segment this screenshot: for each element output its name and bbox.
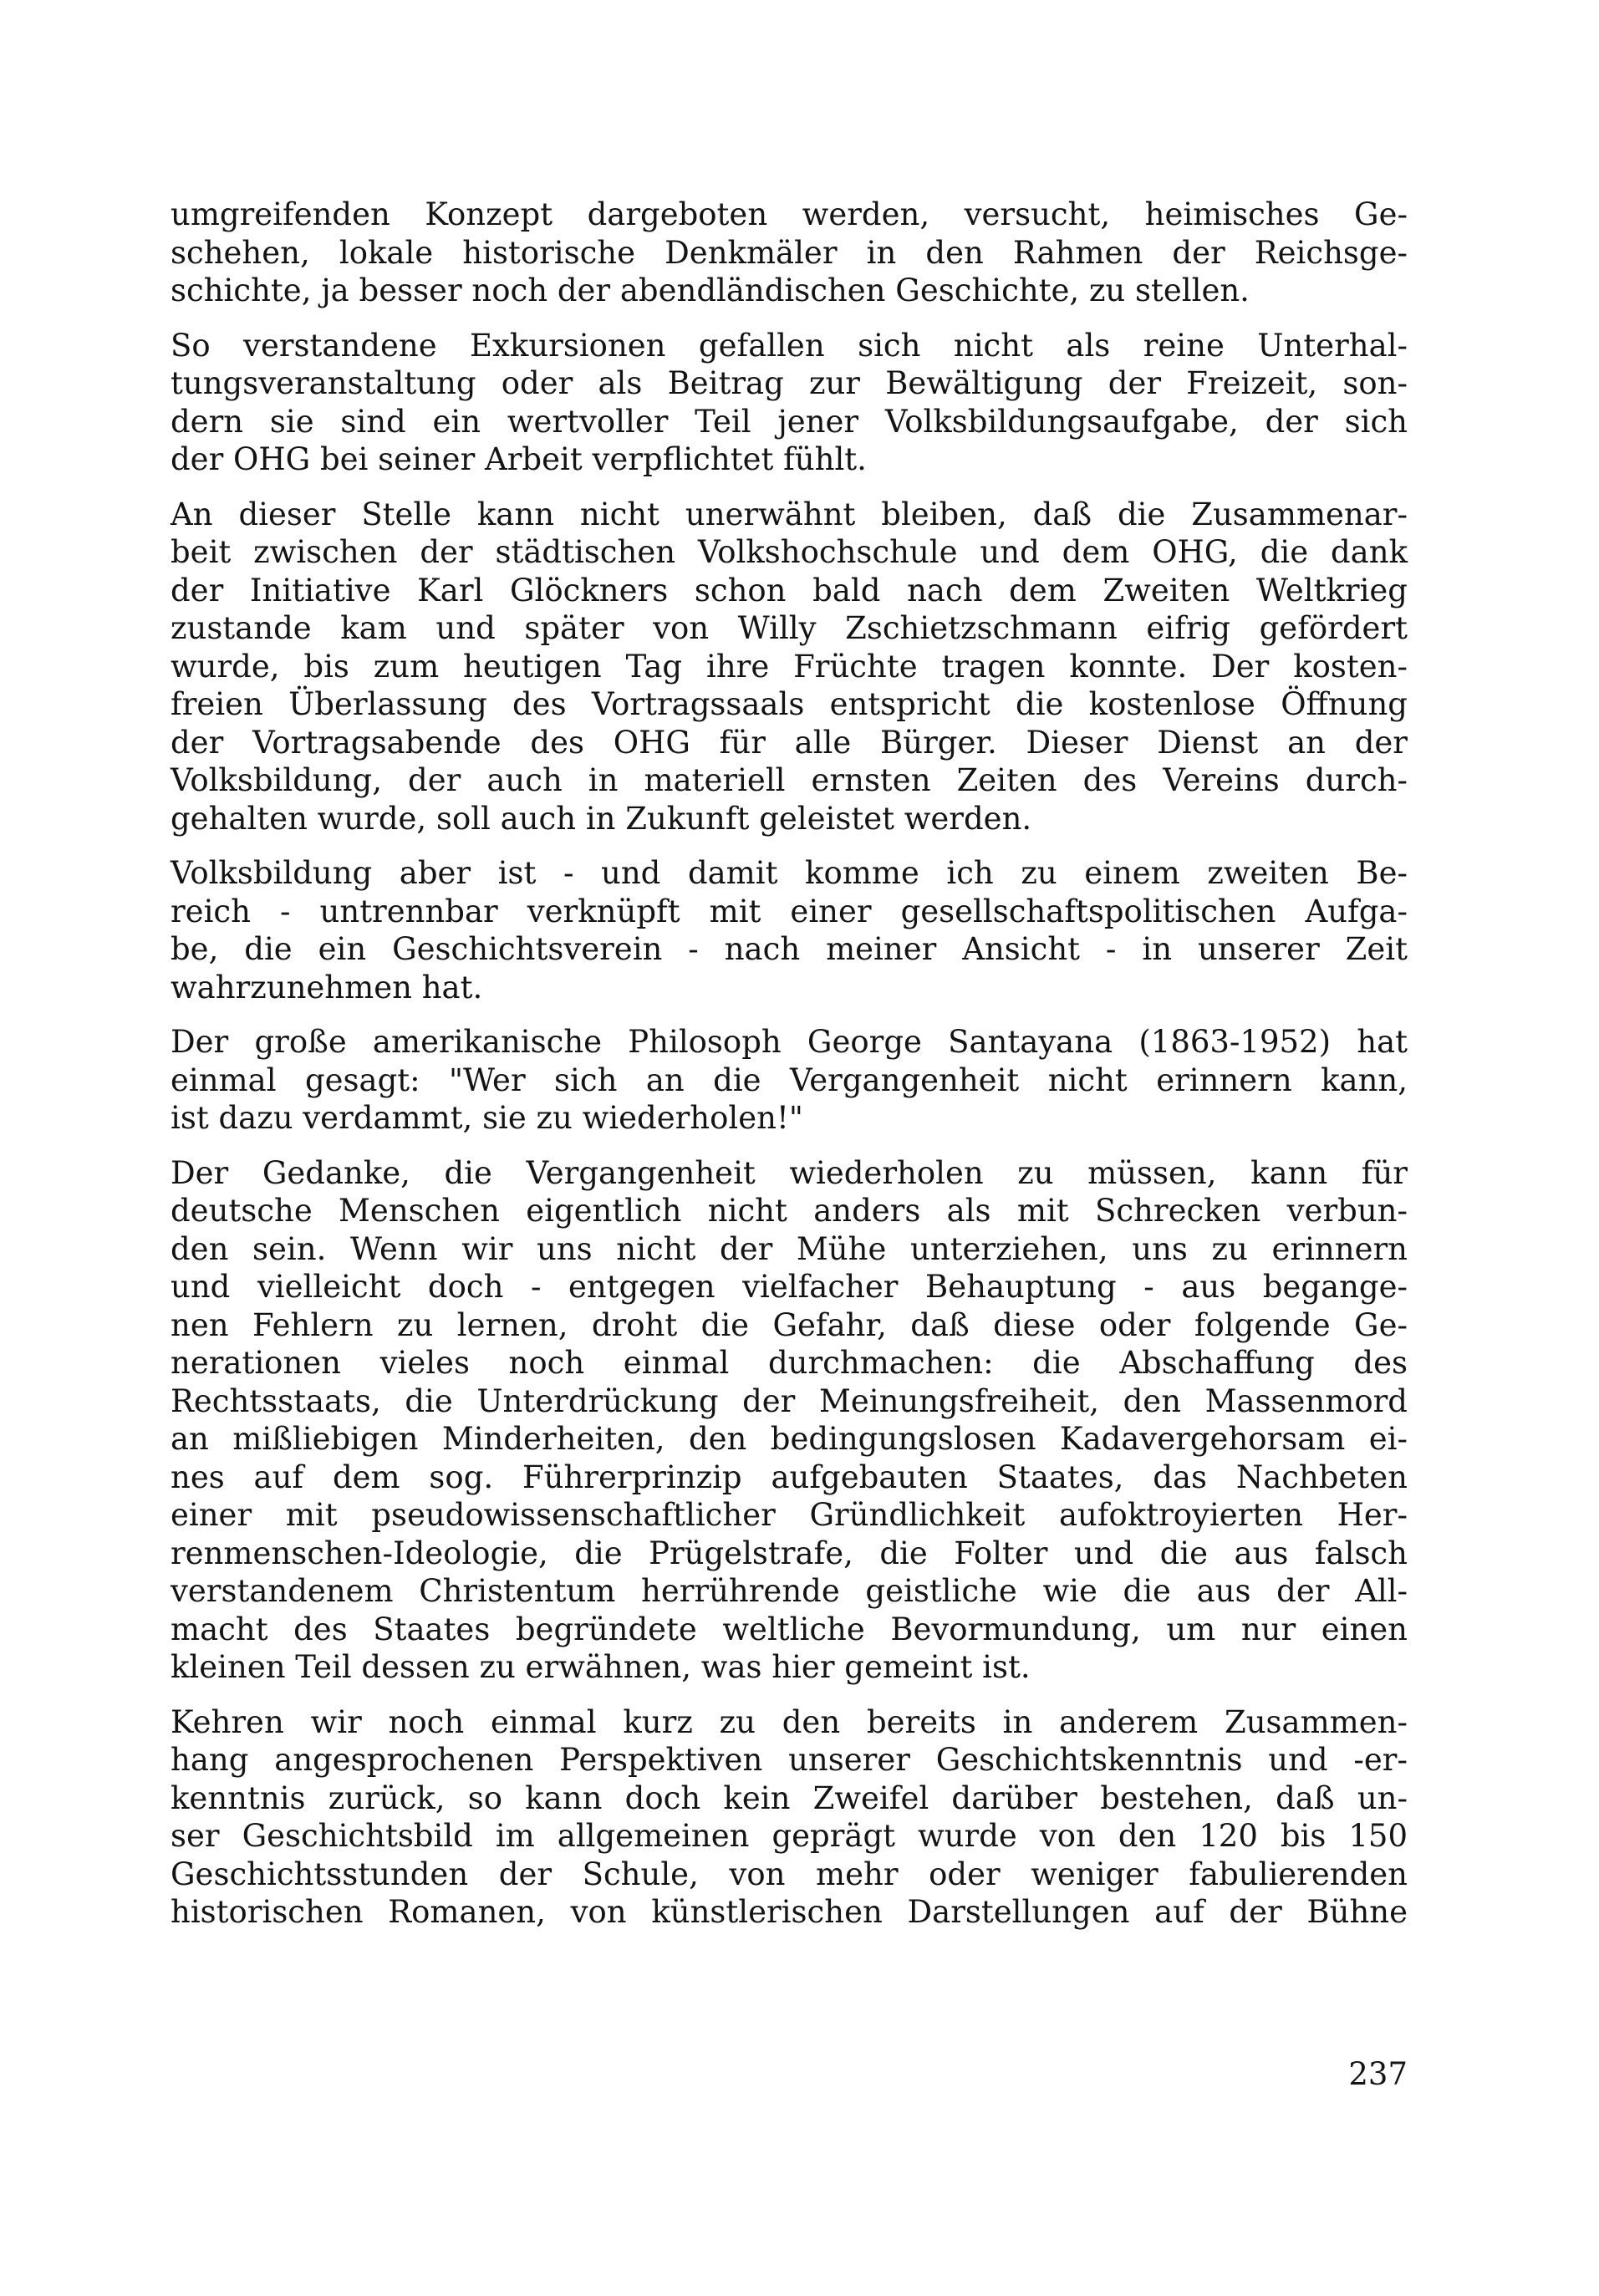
text-line: Kehren wir noch einmal kurz zu den bereits in anderem Zusammen- <box>171 1703 1408 1740</box>
paragraph <box>171 1023 1408 1138</box>
text-line: einer mit pseudowissenschaftlicher Gründlichkeit aufoktroyierten Her- <box>171 1497 1408 1533</box>
text-line: kenntnis zurück, so kann doch kein Zweifel darüber bestehen, daß un- <box>171 1779 1408 1816</box>
body-text <box>171 196 1408 1948</box>
text-line: So verstandene Exkursionen gefallen sich nicht als reine Unterhal- <box>171 327 1408 364</box>
text-line: den sein. Wenn wir uns nicht der Mühe unterziehen, uns zu erinnern <box>171 1230 1408 1267</box>
text-line: Geschichtsstunden der Schule, von mehr oder weniger fabulierenden <box>171 1856 1408 1892</box>
text-line: einmal gesagt: "Wer sich an die Vergangenheit nicht erinnern kann, <box>171 1061 1408 1098</box>
text-line: deutsche Menschen eigentlich nicht anders als mit Schrecken verbun- <box>171 1193 1408 1229</box>
text-line: verstandenem Christentum herrührende geistliche wie die aus der All- <box>171 1573 1408 1609</box>
text-line: an mißliebigen Minderheiten, den bedingungslosen Kadavergehorsam ei- <box>171 1421 1408 1457</box>
text-line: der Initiative Karl Glöckners schon bald nach dem Zweiten Weltkrieg <box>171 572 1408 608</box>
text-line: ser Geschichtsbild im allgemeinen geprägt wurde von den 120 bis 150 <box>171 1818 1408 1854</box>
text-line: nen Fehlern zu lernen, droht die Gefahr, daß diese oder folgende Ge- <box>171 1306 1408 1343</box>
text-line: Rechtsstaats, die Unterdrückung der Meinungsfreiheit, den Massenmord <box>171 1382 1408 1419</box>
text-line: hang angesprochenen Perspektiven unserer Geschichtskenntnis und -er- <box>171 1742 1408 1778</box>
text-line: zustande kam und später von Willy Zschietzschmann eifrig gefördert <box>171 610 1408 646</box>
text-line: schehen, lokale historische Denkmäler in den Rahmen der Reichsge- <box>171 234 1408 271</box>
text-line: dern sie sind ein wertvoller Teil jener Volksbildungsaufgabe, der sich <box>171 403 1408 440</box>
text-line: umgreifenden Konzept dargeboten werden, versucht, heimisches Ge- <box>171 196 1408 232</box>
text-line: kleinen Teil dessen zu erwähnen, was hier gemeint ist. <box>171 1649 1031 1685</box>
text-line: wahrzunehmen hat. <box>171 969 483 1005</box>
text-line: historischen Romanen, von künstlerischen Darstellungen auf der Bühne <box>171 1894 1408 1930</box>
text-line: beit zwischen der städtischen Volkshochschule und dem OHG, die dank <box>171 534 1408 570</box>
text-line: der Vortragsabende des OHG für alle Bürger. Dieser Dienst an der <box>171 724 1408 761</box>
text-line: tungsveranstaltung oder als Beitrag zur Bewältigung der Freizeit, son- <box>171 365 1408 401</box>
paragraph <box>171 196 1408 310</box>
text-line: macht des Staates begründete weltliche Bevormundung, um nur einen <box>171 1611 1408 1647</box>
text-line: Der große amerikanische Philosoph George Santayana (1863-1952) hat <box>171 1024 1408 1060</box>
paragraph <box>171 1154 1408 1687</box>
text-line: ist dazu verdammt, sie zu wiederholen!" <box>171 1100 803 1136</box>
text-line: der OHG bei seiner Arbeit verpflichtet fühlt. <box>171 441 867 477</box>
text-line: schichte, ja besser noch der abendländischen Geschichte, zu stellen. <box>171 272 1250 308</box>
text-line: reich - untrennbar verknüpft mit einer gesellschaftspolitischen Aufga- <box>171 893 1408 929</box>
text-line: Volksbildung aber ist - und damit komme ich zu einem zweiten Be- <box>171 855 1408 891</box>
paragraph <box>171 496 1408 838</box>
page-number: 237 <box>1348 2056 1408 2092</box>
text-line: Der Gedanke, die Vergangenheit wiederholen zu müssen, kann für <box>171 1154 1408 1191</box>
text-line: Volksbildung, der auch in materiell ernsten Zeiten des Vereins durch- <box>171 762 1408 798</box>
text-line: nes auf dem sog. Führerprinzip aufgebauten Staates, das Nachbeten <box>171 1459 1408 1495</box>
text-line: be, die ein Geschichtsverein - nach meiner Ansicht - in unserer Zeit <box>171 931 1408 967</box>
text-line: nerationen vieles noch einmal durchmachen: die Abschaffung des <box>171 1345 1408 1381</box>
paragraph <box>171 327 1408 479</box>
text-line: wurde, bis zum heutigen Tag ihre Früchte tragen konnte. Der kosten- <box>171 648 1408 685</box>
text-line: gehalten wurde, soll auch in Zukunft geleistet werden. <box>171 800 1032 837</box>
paragraph <box>171 1703 1408 1932</box>
text-line: renmenschen-Ideologie, die Prügelstrafe, die Folter und die aus falsch <box>171 1535 1408 1571</box>
paragraph <box>171 854 1408 1006</box>
text-line: freien Überlassung des Vortragssaals entspricht die kostenlose Öffnung <box>171 686 1408 722</box>
text-line: und vielleicht doch - entgegen vielfacher Behauptung - aus begange- <box>171 1269 1408 1305</box>
text-line: An dieser Stelle kann nicht unerwähnt bleiben, daß die Zusammenar- <box>171 496 1408 532</box>
